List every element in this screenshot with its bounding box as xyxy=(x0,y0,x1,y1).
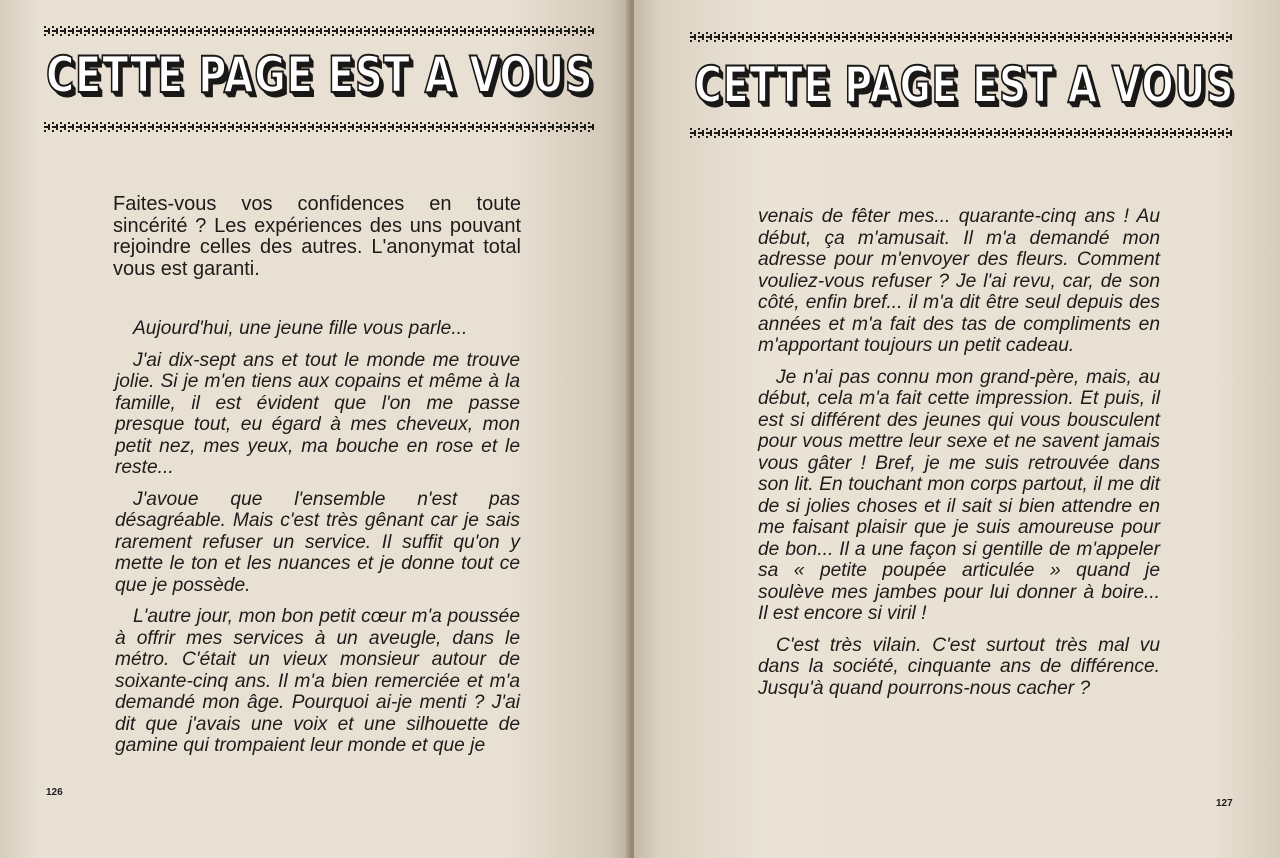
intro-text: Faites-vous vos confidences en toute sincérité ? Les expériences des uns pouvant rejoindre celles des autres. L'anonymat total vous est garanti. xyxy=(113,193,521,280)
paragraph: J'ai dix-sept ans et tout le monde me trouve jolie. Si je m'en tiens aux copains et même à la famille, il est évident que l'on me passe presque tout, eu égard à mes cheveux, mon petit nez, mes yeux, ma bouche en rose et le reste... xyxy=(115,349,520,478)
greek-key-border-bottom xyxy=(690,128,1232,138)
paragraph: J'avoue que l'ensemble n'est pas désagréable. Mais c'est très gênant car je sais rarement refuser un service. Il suffit qu'on y mette le ton et les nuances et je donne tout ce que je possède. xyxy=(115,488,520,596)
paragraph: L'autre jour, mon bon petit cœur m'a poussée à offrir mes services à un aveugle, dans le métro. C'était un vieux monsieur autour de soixante-cinq ans. Il m'a bien remerciée et m'a demandé mon âge. Pourquoi ai-je menti ? J'ai dit que j'avais une voix et une silhouette de gamine qui trompaient leur monde et que je xyxy=(115,606,520,756)
greek-key-border-top xyxy=(44,26,596,36)
page-number: 126 xyxy=(46,787,63,798)
right-text-column xyxy=(758,206,1160,709)
paragraph: Aujourd'hui, une jeune fille vous parle... xyxy=(133,318,468,339)
greek-key-border-top xyxy=(690,32,1232,42)
greek-key-border-bottom xyxy=(44,122,596,132)
page-banner-title: CETTE PAGE EST A VOUS xyxy=(694,56,1235,114)
page-number: 127 xyxy=(1216,798,1233,809)
paragraph: Je n'ai pas connu mon grand-père, mais, au début, cela m'a fait cette impression. Et puis, il est si différent des jeunes qui vous bousculent pour vous mettre leur sexe et ne savent jamais vous gâter ! Bref, je me suis retrouvée dans son lit. En touchant mon corps partout, il me dit de si jolies choses et il sait si bien attendre en me faisant plaisir que je suis amoureuse pour de bon... Il a une façon si gentille de m'appeler sa « petite poupée articulée » quand je soulève mes jambes pour lui donner à boire... Il est encore si viril ! xyxy=(758,366,1160,624)
page-banner-title: CETTE PAGE EST A VOUS xyxy=(46,46,594,104)
paragraph: venais de fêter mes... quarante-cinq ans ! Au début, ça m'amusait. Il m'a demandé mon adresse pour m'envoyer des fleurs. Comment vouliez-vous refuser ? Je l'ai revu, car, de son côté, enfin bref... il m'a dit être seul depuis des années et m'a fait des tas de compliments en m'apportant toujours un petit cadeau. xyxy=(758,206,1160,356)
left-text-column xyxy=(115,318,520,767)
paragraph: C'est très vilain. C'est surtout très mal vu dans la société, cinquante ans de différence. Jusqu'à quand pourrons-nous cacher ? xyxy=(758,634,1160,699)
left-page xyxy=(0,0,632,858)
right-page xyxy=(634,0,1280,858)
